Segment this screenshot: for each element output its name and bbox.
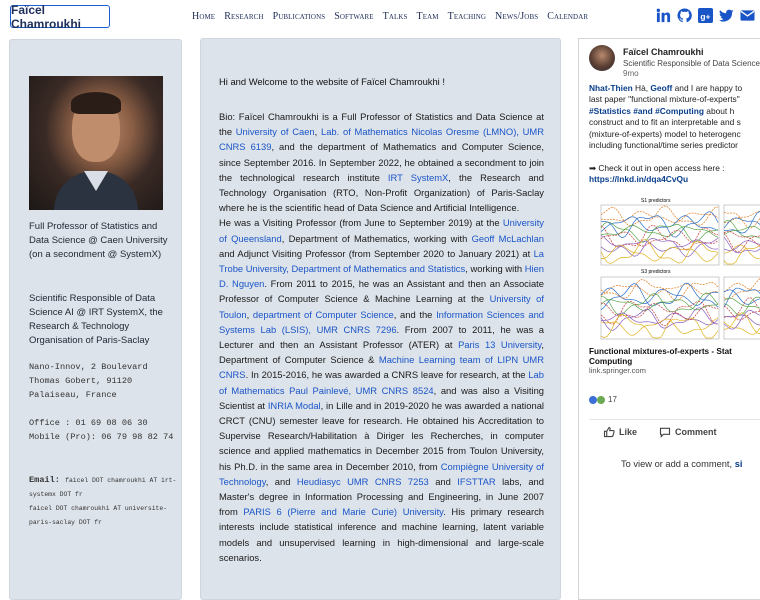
bio-text: . In 2015-2016, he was awarded a CNRS leave for research, at the bbox=[245, 369, 529, 381]
comment-icon bbox=[659, 426, 671, 438]
reactions-bar[interactable] bbox=[589, 395, 617, 404]
nav-home[interactable]: Home bbox=[192, 11, 216, 22]
bio-text: and bbox=[428, 475, 458, 487]
linked-article-source: link.springer.com bbox=[589, 366, 646, 375]
email-label: Email: bbox=[29, 475, 60, 485]
post-article-link[interactable]: https://lnkd.in/dqa4CvQu bbox=[589, 174, 689, 185]
bio-text: , bbox=[314, 126, 321, 138]
bio-link[interactable]: University of Queensland bbox=[219, 217, 544, 244]
nav-team[interactable]: Team bbox=[416, 11, 439, 22]
bio-text: He was a Visiting Professor (from June to September 2019) at the bbox=[219, 217, 503, 229]
post-line bbox=[589, 117, 760, 128]
nav-calendar[interactable]: Calendar bbox=[547, 11, 589, 22]
bio-link[interactable]: IFSTTAR bbox=[457, 475, 496, 487]
post-text-segment: about h bbox=[703, 105, 735, 116]
comment-button[interactable]: Comment bbox=[659, 426, 717, 438]
welcome-text: Hi and Welcome to the website of Faïcel Chamroukhi ! bbox=[219, 76, 445, 87]
post-text-segment: Hà, bbox=[632, 83, 651, 93]
nav-research[interactable]: Research bbox=[224, 11, 264, 22]
post-mention-or-hashtag[interactable]: Geoff bbox=[650, 83, 673, 93]
role-professor: Full Professor of Statistics and Data Science @ Caen University (on a secondment @ SystemX) bbox=[29, 221, 168, 260]
linkedin-post-embed bbox=[578, 38, 760, 600]
bio-text: . His primary research interests include statistical inference and machine learning, latent variable models and unsupervised learning in high-dimensional and large-scale scenarios. bbox=[219, 506, 544, 563]
bio-link[interactable]: PARIS 6 (Pierre and Marie Curie) University bbox=[243, 506, 444, 518]
bio-link[interactable]: La Trobe University, Department of Mathematics and Statistics bbox=[219, 247, 544, 275]
paper-figure-preview[interactable] bbox=[589, 195, 760, 345]
post-mention-or-hashtag[interactable]: Nhat-Thien bbox=[589, 83, 633, 93]
bio-text: , and was also a Visiting Scientist at bbox=[219, 384, 544, 411]
github-icon[interactable] bbox=[677, 8, 692, 23]
bio-link[interactable]: Information Sciences and Systems Lab (LSIS), UMR CNRS 7296 bbox=[219, 308, 545, 335]
linkedin-icon[interactable] bbox=[656, 8, 671, 23]
post-line bbox=[589, 83, 760, 94]
bio-text: , working with bbox=[465, 263, 525, 275]
bio-text: , and bbox=[265, 475, 297, 487]
bio-link[interactable]: Lab. of Mathematics Nicolas Oresme (LMNO), UMR CNRS 6139 bbox=[219, 126, 545, 153]
bio-text: , and the bbox=[393, 308, 437, 320]
social-links bbox=[656, 8, 755, 23]
nav-publications[interactable]: Publications bbox=[272, 11, 326, 22]
linkedin-post-text bbox=[589, 83, 760, 186]
post-text-segment: ➡ Check it out in open access here : bbox=[589, 162, 725, 173]
celebrate-reaction-icon bbox=[597, 396, 605, 404]
reactions-count: 17 bbox=[608, 395, 617, 404]
nav-talks[interactable]: Talks bbox=[382, 11, 408, 22]
nav-teaching[interactable]: Teaching bbox=[447, 11, 487, 22]
bio-text: labs, and Master's degree in Information Processing and Engineering, in June 2007 from bbox=[219, 475, 544, 518]
thumbs-up-icon bbox=[603, 426, 615, 438]
post-line bbox=[589, 140, 760, 151]
post-line bbox=[589, 151, 760, 162]
panel-title-s1: S1 predictors bbox=[641, 198, 671, 204]
bio-link[interactable]: University of Caen bbox=[235, 126, 315, 138]
nav-news-jobs[interactable]: News/Jobs bbox=[495, 11, 539, 22]
bio-link[interactable]: Machine Learning team of LIPN UMR CNRS bbox=[219, 354, 544, 381]
post-text-segment: and I are happy to bbox=[672, 83, 743, 93]
google-icon[interactable] bbox=[698, 8, 713, 23]
main-nav bbox=[192, 11, 588, 22]
nav-software[interactable]: Software bbox=[334, 11, 374, 22]
mobile-phone: Mobile (Pro): 06 79 98 82 74 bbox=[29, 432, 174, 442]
panel-title-s3: S3 predictors bbox=[641, 269, 671, 275]
brand-logo[interactable]: Faïcel Chamroukhi bbox=[10, 5, 110, 28]
bio-link[interactable]: IRT SystemX bbox=[387, 171, 449, 183]
role-scientific-responsible: Scientific Responsible of Data Science AI @ IRT SystemX, the Research & Technology Organisation of Paris-Saclay bbox=[29, 293, 163, 346]
signin-link[interactable]: si bbox=[734, 459, 743, 469]
biography bbox=[219, 109, 544, 565]
post-line bbox=[589, 129, 760, 140]
bio-link[interactable]: Paris 13 University bbox=[458, 339, 542, 351]
post-line bbox=[589, 94, 760, 105]
linkedin-author-name[interactable]: Faïcel Chamroukhi bbox=[623, 47, 704, 57]
bio-link[interactable]: Compiègne University of Technology bbox=[219, 460, 544, 487]
bio-link[interactable]: Lab of Mathematics Paul Painlevé, UMR CNRS 8524 bbox=[219, 369, 544, 396]
bio-text: Bio: Faïcel Chamroukhi is a Full Professor of Statistics and Data Science at the bbox=[219, 111, 544, 138]
like-reaction-icon bbox=[589, 396, 597, 404]
bio-text: , in Lille and in 2019-2020 he was awarded a national CRCT (CNU) semester leave for research. He obtained his Accreditation to Supervise Research/Habilitation à Diriger les Recherches, in computer science and applied mathematics in December 2015 from Toulon University, his Ph.D. in the same area in December 2010, from bbox=[219, 399, 544, 472]
email-block bbox=[29, 473, 179, 529]
bio-text: , and the department of Mathematics and Computer Science, since September 2016. In September 2022, he obtained a secondment to join the technological research institute bbox=[219, 141, 544, 183]
bio-link[interactable]: Geoff McLachlan bbox=[471, 232, 545, 244]
post-line bbox=[589, 163, 760, 174]
bio-link[interactable]: Heudiasyc UMR CNRS 7253 bbox=[296, 475, 429, 487]
profile-photo bbox=[29, 76, 163, 210]
linkedin-avatar[interactable] bbox=[589, 45, 615, 71]
linked-article-title[interactable]: Functional mixtures-of-experts - Stat Computing bbox=[589, 347, 732, 366]
bio-link[interactable]: department of Computer Science bbox=[252, 308, 394, 320]
bio-text: , Department of Mathematics, working with bbox=[281, 232, 472, 244]
bio-link[interactable]: University of Toulon bbox=[219, 293, 545, 320]
main-content bbox=[200, 38, 561, 600]
post-text-segment: (mixture-of-experts) model to heterogenc bbox=[589, 128, 741, 139]
email-paris-saclay[interactable]: faicel DOT chamroukhi AT universite-paris-saclay DOT fr bbox=[29, 505, 168, 526]
post-actions bbox=[589, 419, 760, 438]
post-text-segment: last paper "functional mixture-of-experts" bbox=[589, 94, 740, 105]
bio-text: , the Research and Technology Organisation (RTO, Non-Profit Organization) of Paris-Saclay where he is the scientific head of Data Science and Artificial Intelligence. bbox=[219, 171, 544, 214]
linkedin-author-subtitle: Scientific Responsible of Data Science bbox=[623, 59, 760, 68]
post-text-segment: including functional/time series predictor bbox=[589, 140, 738, 151]
like-button[interactable]: Like bbox=[603, 426, 637, 438]
bio-text: . From 2007 to 2011, he was a Lecturer and then an Assistant Professor (ATER) at bbox=[219, 323, 544, 351]
email-irt[interactable]: faicel DOT chamroukhi AT irt-systemx DOT fr bbox=[29, 477, 177, 498]
bio-link[interactable]: INRIA Modal bbox=[267, 399, 321, 411]
post-text-segment: construct and to fit an interpretable and s bbox=[589, 117, 741, 128]
profile-sidebar bbox=[9, 39, 182, 600]
bio-link[interactable]: Hien D. Nguyen bbox=[219, 263, 544, 290]
postal-address: Nano-Innov, 2 Boulevard Thomas Gobert, 91120 Palaiseau, France bbox=[29, 362, 148, 400]
mail-icon[interactable] bbox=[740, 8, 755, 23]
post-line bbox=[589, 106, 760, 117]
twitter-icon[interactable] bbox=[719, 8, 734, 23]
bio-text: , Department of Computer Science & bbox=[219, 339, 544, 366]
comment-signin-prompt: To view or add a comment, si bbox=[621, 459, 743, 469]
linkedin-post-time: 9mo bbox=[623, 69, 639, 78]
office-phone: Office : 01 69 08 06 30 bbox=[29, 418, 148, 428]
bio-text: and Adjunct Visiting Professor (from September 2020 to January 2021) at bbox=[219, 247, 534, 259]
svg-text:g+: g+ bbox=[700, 11, 711, 22]
bio-text: , bbox=[246, 308, 253, 320]
post-mention-or-hashtag[interactable]: #Statistics #and #Computing bbox=[589, 105, 704, 116]
bio-text: . From 2011 to 2015, he was an Assistant and then an Associate Professor of Computer Science & Machine Learning at the bbox=[219, 278, 544, 305]
